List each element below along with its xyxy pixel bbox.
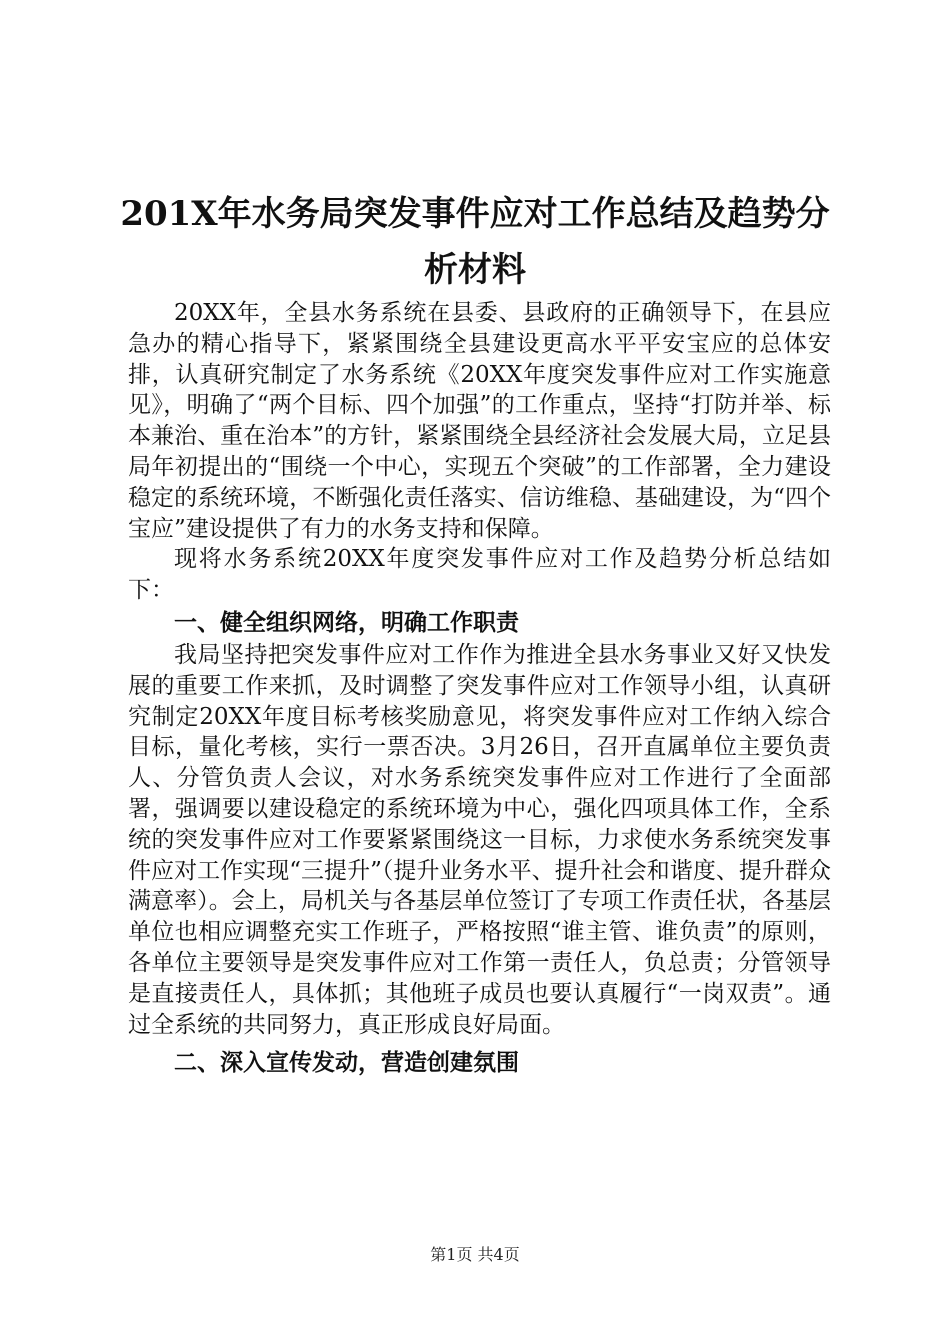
paragraph-intro: 20XX年，全县水务系统在县委、县政府的正确领导下，在县应急办的精心指导下，紧紧围绕全县建设更高水平平安宝应的总体安排，认真研究制定了水务系统《20XX年度突发事件应对工作实施意见》，明确了“两个目标、四个加强”的工作重点，坚持“打防并举、标本兼治、重在治本”的方针，紧紧围绕全县经济社会发展大局，立足县局年初提出的“围绕一个中心，实现五个突破”的工作部署，全力建设稳定的系统环境，不断强化责任落实、信访维稳、基础建设，为“四个宝应”建设提供了有力的水务支持和保障。 bbox=[128, 300, 831, 542]
page-indicator: 第1页 共4页 bbox=[430, 1245, 520, 1264]
paragraph-summary-lead: 现将水务系统20XX年度突发事件应对工作及趋势分析总结如下： bbox=[128, 546, 831, 604]
paragraph-section-1: 我局坚持把突发事件应对工作作为推进全县水务事业又好又快发展的重要工作来抓，及时调整了突发事件应对工作领导小组，认真研究制定20XX年度目标考核奖励意见，将突发事件应对工作纳入综合目标，量化考核，实行一票否决。3月26日，召开直属单位主要负责人、分管负责人会议，对水务系统突发事件应对工作进行了全面部署，强调要以建设稳定的系统环境为中心，强化四项具体工作，全系统的突发事件应对工作要紧紧围绕这一目标，力求使水务系统突发事件应对工作实现“三提升”（提升业务水平、提升社会和谐度、提升群众满意率）。会上，局机关与各基层单位签订了专项工作责任状，各基层单位也相应调整充实工作班子，严格按照“谁主管、谁负责”的原则，各单位主要领导是突发事件应对工作第一责任人，负总责；分管领导是直接责任人，具体抓；其他班子成员也要认真履行“一岗双责”。通过全系统的共同努力，真正形成良好局面。 bbox=[128, 641, 831, 1038]
section-heading-1: 一、健全组织网络，明确工作职责 bbox=[174, 609, 519, 636]
section-heading-2: 二、深入宣传发动，营造创建氛围 bbox=[174, 1050, 519, 1077]
document-title: 201X年水务局突发事件应对工作总结及趋势分析材料 bbox=[120, 194, 830, 290]
document-body bbox=[128, 298, 831, 1080]
